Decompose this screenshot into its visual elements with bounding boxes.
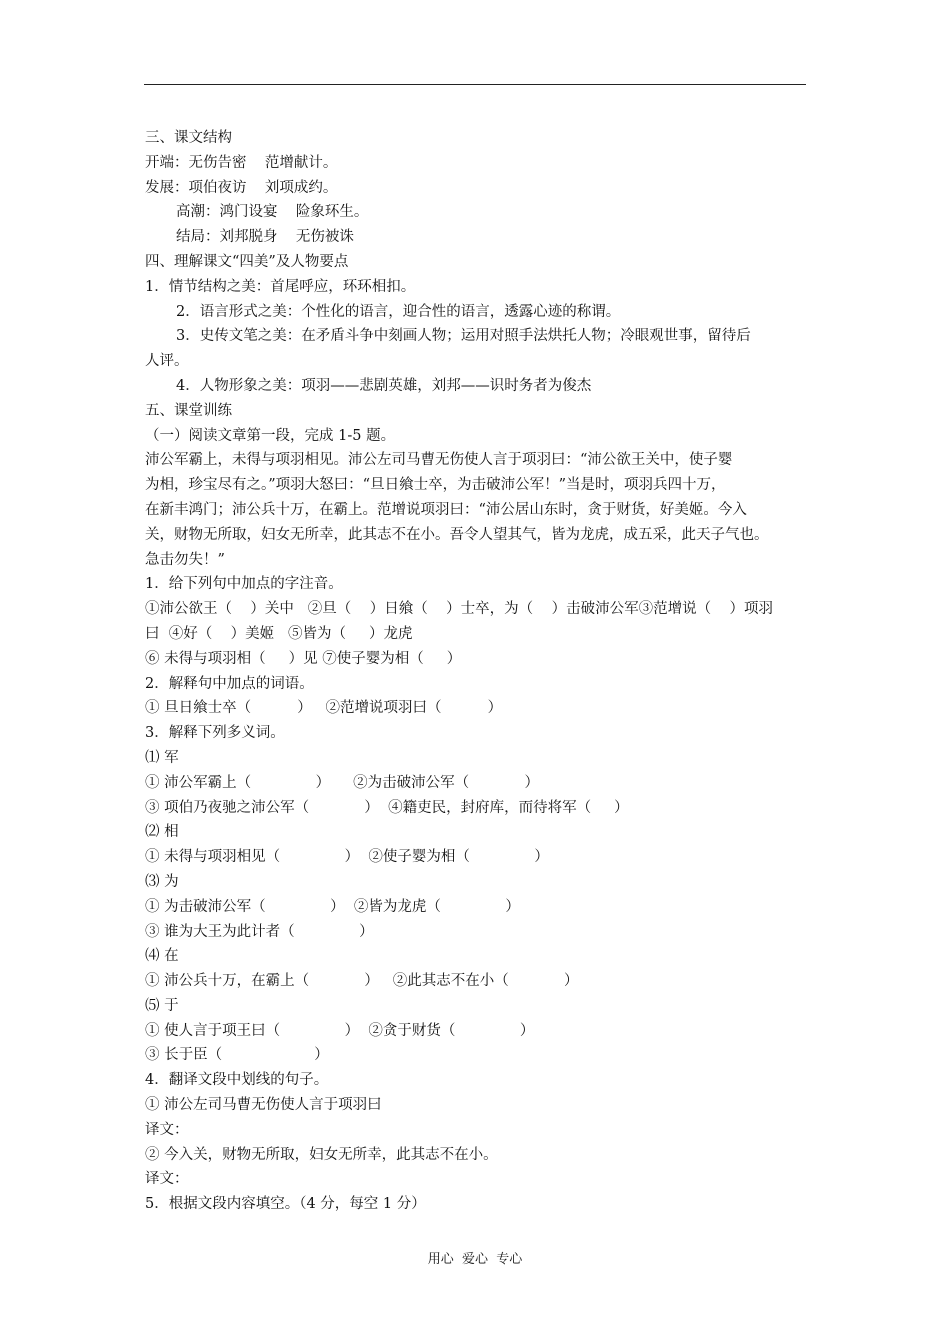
text-line: ① 未得与项羽相见（ ） ②使子婴为相（ ） (145, 849, 549, 866)
text-line: （一）阅读文章第一段，完成 1-5 题。 (145, 427, 396, 444)
text-line: 译文： (145, 1171, 189, 1188)
text-line: ③ 项伯乃夜驰之沛公军（ ） ④籍吏民，封府库，而待将军（ ） (145, 799, 629, 816)
text-line: ⑷ 在 (145, 948, 179, 965)
text-line: 为相，珍宝尽有之。”项羽大怒曰：“旦日飨士卒，为击破沛公军！”当是时，项羽兵四十万， (145, 477, 726, 494)
text-line: ③ 长于臣（ ） (145, 1047, 329, 1064)
text-line: 关，财物无所取，妇女无所幸，此其志不在小。吾令人望其气，皆为龙虎，成五采，此天子气也。 (145, 526, 769, 543)
text-line: ⑴ 军 (145, 749, 179, 766)
text-line: ①沛公欲王（ ）关中 ②旦（ ）日飨（ ）士卒，为（ ）击破沛公军③范增说（ ）项羽 (145, 601, 774, 618)
text-line: ⑥ 未得与项羽相（ ）见 ⑦使子婴为相（ ） (145, 650, 462, 667)
text-line: 曰 ④好（ ）美姬 ⑤皆为（ ）龙虎 (145, 625, 413, 642)
text-line: ① 沛公兵十万，在霸上（ ） ②此其志不在小（ ） (145, 973, 579, 990)
text-line: ① 沛公左司马曹无伤使人言于项羽曰 (145, 1097, 382, 1114)
text-line: 译文： (145, 1121, 189, 1138)
text-line: 4．人物形象之美：项羽——悲剧英雄，刘邦——识时务者为俊杰 (176, 377, 592, 394)
text-line: 开端：无伤告密 范增献计。 (145, 154, 338, 171)
text-line: ① 沛公军霸上（ ） ②为击破沛公军（ ） (145, 774, 539, 791)
text-line: 急击勿失！” (145, 551, 225, 568)
header-rule (144, 84, 806, 85)
text-line: 1．情节结构之美：首尾呼应，环环相扣。 (145, 278, 416, 295)
text-line: 四、理解课文“四美”及人物要点 (145, 253, 349, 270)
page-footer: 用心 爱心 专心 (427, 1252, 523, 1267)
text-line: 在新丰鸿门；沛公兵十万，在霸上。范增说项羽曰：“沛公居山东时，贪于财货，好美姬。今入 (145, 501, 747, 518)
text-line: 沛公军霸上，未得与项羽相见。沛公左司马曹无伤使人言于项羽曰：“沛公欲王关中，使子婴 (145, 452, 733, 469)
text-line: ② 今入关，财物无所取，妇女无所幸，此其志不在小。 (145, 1146, 498, 1163)
text-line: 五、课堂训练 (145, 402, 232, 419)
text-line: 高潮：鸿门设宴 险象环生。 (176, 204, 369, 221)
text-line: 3．解释下列多义词。 (145, 725, 285, 742)
text-line: 结局：刘邦脱身 无伤被诛 (176, 229, 354, 246)
text-line: ① 使人言于项王曰（ ） ②贪于财货（ ） (145, 1022, 535, 1039)
text-line: 发展：项伯夜访 刘项成约。 (145, 179, 338, 196)
document-body (145, 126, 817, 1217)
text-line: 三、课文结构 (145, 130, 232, 146)
text-line: 5．根据文段内容填空。（4 分，每空 1 分） (145, 1196, 426, 1213)
text-line: 4．翻译文段中划线的句子。 (145, 1072, 329, 1089)
text-line: 1．给下列句中加点的字注音。 (145, 576, 343, 593)
text-line: ⑵ 相 (145, 824, 179, 841)
text-line: 人评。 (145, 353, 189, 370)
text-line: ① 旦日飨士卒（ ） ②范增说项羽曰（ ） (145, 700, 503, 717)
text-line: ⑸ 于 (145, 997, 179, 1014)
text-line: ① 为击破沛公军（ ） ②皆为龙虎（ ） (145, 898, 520, 915)
text-line: 2．解释句中加点的词语。 (145, 675, 314, 692)
text-line: ③ 谁为大王为此计者（ ） (145, 923, 374, 940)
text-line: ⑶ 为 (145, 873, 179, 890)
text-line: 3．史传文笔之美：在矛盾斗争中刻画人物；运用对照手法烘托人物；冷眼观世事，留待后 (176, 328, 751, 345)
text-line: 2．语言形式之美：个性化的语言，迎合性的语言，透露心迹的称谓。 (176, 303, 621, 320)
